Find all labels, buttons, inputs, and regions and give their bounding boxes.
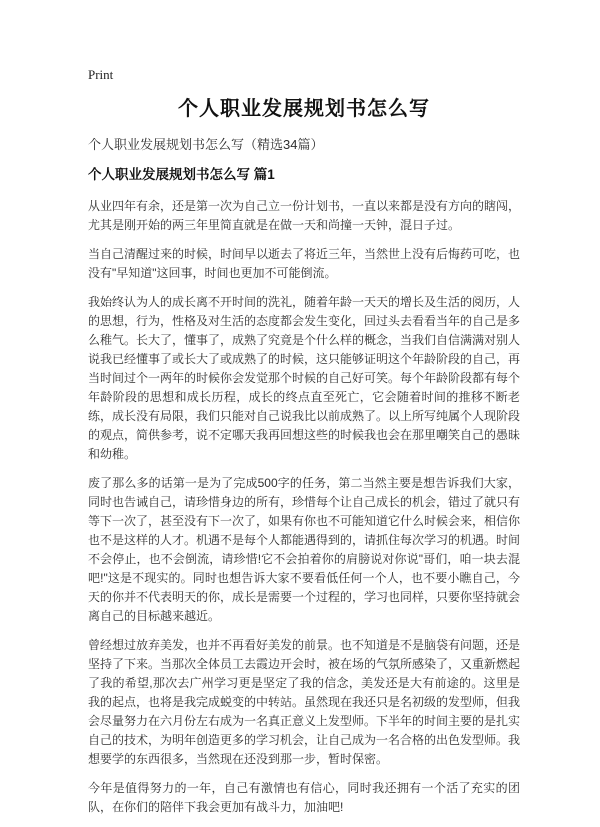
paragraph: 今年是值得努力的一年，自己有激情也有信心，同时我还拥有一个活了充实的团队，在你们的陪伴下我会更加有战斗力，加油吧! [88,781,520,814]
article-subtitle: 个人职业发展规划书怎么写（精选34篇） [88,137,324,152]
paragraph: 我始终认为人的成长离不开时间的洗礼，随着年龄一天天的增长及生活的阅历，人的思想，行为，性格及对生活的态度都会发生变化，回过头去看看当年的自己是多么稚气。长大了，懂事了，成熟了究竟是个什么样的概念，当我们自信满满对别人说我已经懂事了或长大了或成熟了的时候，这只能够证明这个年龄阶段的自己，再当时间过个一两年的时候你会发觉那个时候的自己好可笑。每个年龄阶段都有每个年龄阶段的思想和成长历程，成长的终点直至死亡，它会随着时间的推移不断老练，成长没有局限，我们只能对自己说我比以前成熟了。以上所写纯属个人现阶段的观点，简供参考，说不定哪天我再回想这些的时候我也会在那里嘲笑自己的愚昧和幼稚。 [88,295,521,461]
paragraph: 曾经想过放弃美发，也并不再看好美发的前景。也不知道是不是脑袋有问题，还是坚持了下来。当那次全体员工去霞边开会时，被在场的气氛所感染了，又重新燃起了我的希望,那次去广州学习更是坚定了我的信念，美发还是大有前途的。这里是我的起点，也将是我完成蜕变的中转站。虽然现在我还只是名初级的发型师，但我会尽量努力在六月份左右成为一名真正意义上发型师。下半年的时间主要的是扎实自己的技术，为明年创造更多的学习机会，让自己成为一名合格的出色发型师。我想要学的东西很多，当然现在还没到那一步，暂时保密。 [88,638,521,766]
paragraph: 从业四年有余，还是第一次为自己立一份计划书，一直以来都是没有方向的瞎闯，尤其是刚开始的两三年里简直就是在做一天和尚撞一天钟，混日子过。 [88,199,521,232]
paragraph: 废了那么多的话第一是为了完成500字的任务，第二当然主要是想告诉我们大家，同时也告诫自己，请珍惜身边的所有，珍惜每个让自己成长的机会，错过了就只有等下一次了，甚至没有下一次了，如果有你也不可能知道它什么时候会来，相信你也不是这样的人才。机遇不是每个人都能遇得到的，请抓住每次学习的机遇。时间不会停止，也不会倒流，请珍惜!它不会拍着你的肩膀说对你说"哥们，咱一块去混吧!"这是不现实的。同时也想告诉大家不要看低任何一个人，也不要小瞧自己，今天的你并不代表明天的你，成长是需要一个过程的，学习也同样，只要你坚持就会离自己的目标越来越近。 [88,476,521,623]
document-content [88,66,520,827]
print-link[interactable]: Print [88,67,114,82]
paragraph: 当自己清醒过来的时候，时间早以逝去了将近三年，当然世上没有后悔药可吃，也没有"早知道"这回事，时间也更加不可能倒流。 [88,247,521,280]
section-heading: 个人职业发展规划书怎么写 篇1 [88,167,275,182]
page-title: 个人职业发展规划书怎么写 [178,98,430,120]
